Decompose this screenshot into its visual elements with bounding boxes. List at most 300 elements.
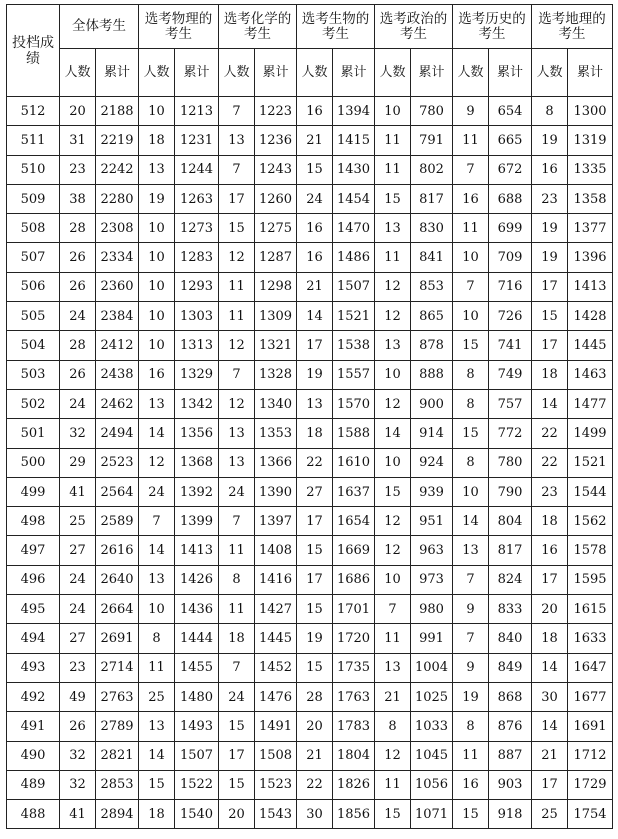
table-header	[7, 5, 613, 97]
count-cell: 18	[532, 507, 568, 536]
table-row	[7, 595, 613, 624]
cumulative-cell: 1588	[333, 419, 375, 448]
table-row	[7, 653, 613, 682]
count-cell: 26	[60, 243, 96, 272]
cumulative-cell: 1763	[333, 682, 375, 711]
cumulative-cell: 1025	[411, 682, 453, 711]
subheader-cumulative: 累计	[411, 49, 453, 97]
count-cell: 12	[375, 389, 411, 418]
table-row	[7, 448, 613, 477]
count-cell: 14	[532, 653, 568, 682]
count-cell: 17	[532, 770, 568, 799]
cumulative-cell: 1856	[333, 800, 375, 829]
count-cell: 13	[375, 331, 411, 360]
cumulative-cell: 1562	[568, 507, 613, 536]
cumulative-cell: 1610	[333, 448, 375, 477]
cumulative-cell: 1328	[255, 360, 297, 389]
group-header-all: 全体考生	[60, 5, 139, 49]
subheader-count: 人数	[60, 49, 96, 97]
count-cell: 14	[532, 712, 568, 741]
count-cell: 20	[297, 712, 333, 741]
cumulative-cell: 1508	[255, 741, 297, 770]
cumulative-cell: 1570	[333, 389, 375, 418]
cumulative-cell: 654	[489, 97, 532, 126]
subheader-cumulative: 累计	[175, 49, 219, 97]
count-cell: 19	[297, 624, 333, 653]
count-cell: 8	[139, 624, 175, 653]
cumulative-cell: 1444	[175, 624, 219, 653]
count-cell: 12	[219, 243, 255, 272]
cumulative-cell: 1544	[568, 477, 613, 506]
cumulative-cell: 1507	[175, 741, 219, 770]
subheader-cumulative: 累计	[333, 49, 375, 97]
cumulative-cell: 2494	[96, 419, 139, 448]
count-cell: 11	[219, 595, 255, 624]
cumulative-cell: 878	[411, 331, 453, 360]
score-cell: 493	[7, 653, 60, 682]
cumulative-cell: 1413	[568, 272, 613, 301]
count-cell: 19	[297, 360, 333, 389]
count-cell: 25	[139, 682, 175, 711]
table-row	[7, 477, 613, 506]
count-cell: 17	[297, 507, 333, 536]
cumulative-cell: 2664	[96, 595, 139, 624]
count-cell: 14	[297, 302, 333, 331]
table-row	[7, 272, 613, 301]
cumulative-cell: 2384	[96, 302, 139, 331]
score-cell: 492	[7, 682, 60, 711]
count-cell: 24	[60, 302, 96, 331]
cumulative-cell: 1470	[333, 214, 375, 243]
cumulative-cell: 1480	[175, 682, 219, 711]
cumulative-cell: 2763	[96, 682, 139, 711]
count-cell: 7	[219, 97, 255, 126]
count-cell: 7	[453, 565, 489, 594]
count-cell: 14	[139, 536, 175, 565]
cumulative-cell: 1287	[255, 243, 297, 272]
count-cell: 41	[60, 477, 96, 506]
table-row	[7, 389, 613, 418]
score-cell: 504	[7, 331, 60, 360]
count-cell: 27	[60, 536, 96, 565]
cumulative-cell: 1390	[255, 477, 297, 506]
cumulative-cell: 1300	[568, 97, 613, 126]
count-cell: 10	[453, 477, 489, 506]
cumulative-cell: 817	[489, 536, 532, 565]
cumulative-cell: 1394	[333, 97, 375, 126]
count-cell: 13	[139, 155, 175, 184]
cumulative-cell: 1507	[333, 272, 375, 301]
count-cell: 21	[375, 682, 411, 711]
cumulative-cell: 1463	[568, 360, 613, 389]
count-cell: 16	[297, 97, 333, 126]
group-header-biology: 选考生物的考生	[297, 5, 375, 49]
cumulative-cell: 1004	[411, 653, 453, 682]
count-cell: 16	[532, 536, 568, 565]
header-row-groups	[7, 5, 613, 49]
cumulative-cell: 1523	[255, 770, 297, 799]
group-header-politics: 选考政治的考生	[375, 5, 453, 49]
count-cell: 19	[532, 243, 568, 272]
cumulative-cell: 951	[411, 507, 453, 536]
count-cell: 17	[532, 272, 568, 301]
cumulative-cell: 2308	[96, 214, 139, 243]
cumulative-cell: 2334	[96, 243, 139, 272]
cumulative-cell: 1273	[175, 214, 219, 243]
cumulative-cell: 2438	[96, 360, 139, 389]
cumulative-cell: 772	[489, 419, 532, 448]
cumulative-cell: 757	[489, 389, 532, 418]
score-cell: 490	[7, 741, 60, 770]
count-cell: 21	[297, 126, 333, 155]
cumulative-cell: 1491	[255, 712, 297, 741]
count-cell: 9	[453, 595, 489, 624]
cumulative-cell: 688	[489, 184, 532, 213]
count-cell: 15	[453, 800, 489, 829]
cumulative-cell: 903	[489, 770, 532, 799]
cumulative-cell: 2564	[96, 477, 139, 506]
count-cell: 13	[219, 448, 255, 477]
count-cell: 7	[219, 360, 255, 389]
count-cell: 15	[532, 302, 568, 331]
count-cell: 11	[375, 155, 411, 184]
count-cell: 24	[60, 389, 96, 418]
count-cell: 30	[532, 682, 568, 711]
cumulative-cell: 1804	[333, 741, 375, 770]
count-cell: 19	[532, 126, 568, 155]
count-cell: 16	[297, 214, 333, 243]
cumulative-cell: 1445	[568, 331, 613, 360]
cumulative-cell: 1538	[333, 331, 375, 360]
cumulative-cell: 2853	[96, 770, 139, 799]
cumulative-cell: 1430	[333, 155, 375, 184]
cumulative-cell: 887	[489, 741, 532, 770]
count-cell: 10	[139, 302, 175, 331]
score-cell: 499	[7, 477, 60, 506]
cumulative-cell: 1358	[568, 184, 613, 213]
score-cell: 498	[7, 507, 60, 536]
score-cell: 511	[7, 126, 60, 155]
cumulative-cell: 791	[411, 126, 453, 155]
table-row	[7, 97, 613, 126]
cumulative-cell: 1686	[333, 565, 375, 594]
cumulative-cell: 1071	[411, 800, 453, 829]
table-row	[7, 565, 613, 594]
count-cell: 14	[139, 419, 175, 448]
count-cell: 23	[60, 653, 96, 682]
count-cell: 30	[297, 800, 333, 829]
cumulative-cell: 1236	[255, 126, 297, 155]
subheader-count: 人数	[532, 49, 568, 97]
count-cell: 11	[219, 302, 255, 331]
count-cell: 12	[219, 389, 255, 418]
cumulative-cell: 1454	[333, 184, 375, 213]
cumulative-cell: 1303	[175, 302, 219, 331]
cumulative-cell: 1633	[568, 624, 613, 653]
count-cell: 17	[297, 565, 333, 594]
count-cell: 12	[375, 302, 411, 331]
count-cell: 15	[139, 770, 175, 799]
cumulative-cell: 1522	[175, 770, 219, 799]
cumulative-cell: 1701	[333, 595, 375, 624]
cumulative-cell: 1319	[568, 126, 613, 155]
score-cell: 494	[7, 624, 60, 653]
cumulative-cell: 2412	[96, 331, 139, 360]
count-cell: 10	[139, 243, 175, 272]
count-cell: 15	[297, 595, 333, 624]
cumulative-cell: 824	[489, 565, 532, 594]
count-cell: 14	[532, 389, 568, 418]
cumulative-cell: 1486	[333, 243, 375, 272]
subheader-count: 人数	[139, 49, 175, 97]
cumulative-cell: 1455	[175, 653, 219, 682]
count-cell: 24	[297, 184, 333, 213]
table-body	[7, 97, 613, 829]
count-cell: 10	[139, 595, 175, 624]
count-cell: 11	[139, 653, 175, 682]
count-cell: 26	[60, 360, 96, 389]
cumulative-cell: 1313	[175, 331, 219, 360]
count-cell: 28	[297, 682, 333, 711]
count-cell: 23	[60, 155, 96, 184]
cumulative-cell: 1654	[333, 507, 375, 536]
score-cell: 500	[7, 448, 60, 477]
count-cell: 15	[219, 712, 255, 741]
count-cell: 8	[219, 565, 255, 594]
cumulative-cell: 1543	[255, 800, 297, 829]
cumulative-cell: 2242	[96, 155, 139, 184]
count-cell: 18	[139, 126, 175, 155]
cumulative-cell: 709	[489, 243, 532, 272]
cumulative-cell: 900	[411, 389, 453, 418]
cumulative-cell: 1521	[568, 448, 613, 477]
group-header-history: 选考历史的考生	[453, 5, 532, 49]
count-cell: 16	[139, 360, 175, 389]
cumulative-cell: 1033	[411, 712, 453, 741]
score-table-container	[6, 4, 612, 829]
score-cell: 507	[7, 243, 60, 272]
subheader-count: 人数	[219, 49, 255, 97]
cumulative-cell: 1356	[175, 419, 219, 448]
count-cell: 18	[532, 360, 568, 389]
cumulative-cell: 1647	[568, 653, 613, 682]
table-row	[7, 419, 613, 448]
cumulative-cell: 924	[411, 448, 453, 477]
cumulative-cell: 1366	[255, 448, 297, 477]
table-row	[7, 243, 613, 272]
count-cell: 9	[453, 97, 489, 126]
count-cell: 10	[139, 97, 175, 126]
cumulative-cell: 868	[489, 682, 532, 711]
table-row	[7, 624, 613, 653]
cumulative-cell: 1368	[175, 448, 219, 477]
count-cell: 11	[375, 770, 411, 799]
cumulative-cell: 963	[411, 536, 453, 565]
count-cell: 8	[375, 712, 411, 741]
cumulative-cell: 1499	[568, 419, 613, 448]
count-cell: 15	[219, 770, 255, 799]
cumulative-cell: 1244	[175, 155, 219, 184]
cumulative-cell: 1729	[568, 770, 613, 799]
cumulative-cell: 1396	[568, 243, 613, 272]
count-cell: 10	[139, 272, 175, 301]
count-cell: 21	[532, 741, 568, 770]
subheader-count: 人数	[375, 49, 411, 97]
cumulative-cell: 1353	[255, 419, 297, 448]
cumulative-cell: 1826	[333, 770, 375, 799]
cumulative-cell: 1445	[255, 624, 297, 653]
table-row	[7, 214, 613, 243]
count-cell: 10	[375, 448, 411, 477]
count-cell: 26	[60, 272, 96, 301]
cumulative-cell: 1436	[175, 595, 219, 624]
cumulative-cell: 2714	[96, 653, 139, 682]
score-cell: 495	[7, 595, 60, 624]
cumulative-cell: 1342	[175, 389, 219, 418]
subheader-cumulative: 累计	[489, 49, 532, 97]
count-cell: 49	[60, 682, 96, 711]
count-cell: 20	[219, 800, 255, 829]
table-row	[7, 331, 613, 360]
cumulative-cell: 980	[411, 595, 453, 624]
count-cell: 16	[453, 184, 489, 213]
count-cell: 9	[453, 653, 489, 682]
cumulative-cell: 2462	[96, 389, 139, 418]
count-cell: 13	[297, 389, 333, 418]
subheader-count: 人数	[297, 49, 333, 97]
cumulative-cell: 1213	[175, 97, 219, 126]
cumulative-cell: 2360	[96, 272, 139, 301]
score-cell: 508	[7, 214, 60, 243]
cumulative-cell: 2640	[96, 565, 139, 594]
cumulative-cell: 973	[411, 565, 453, 594]
count-cell: 7	[219, 507, 255, 536]
count-cell: 10	[453, 302, 489, 331]
count-cell: 13	[453, 536, 489, 565]
cumulative-cell: 1521	[333, 302, 375, 331]
count-cell: 15	[375, 800, 411, 829]
table-row	[7, 126, 613, 155]
count-cell: 20	[532, 595, 568, 624]
count-cell: 17	[219, 184, 255, 213]
count-cell: 10	[375, 97, 411, 126]
count-cell: 24	[219, 477, 255, 506]
count-cell: 26	[60, 712, 96, 741]
count-cell: 7	[139, 507, 175, 536]
cumulative-cell: 1477	[568, 389, 613, 418]
cumulative-cell: 991	[411, 624, 453, 653]
cumulative-cell: 1669	[333, 536, 375, 565]
cumulative-cell: 1428	[568, 302, 613, 331]
count-cell: 41	[60, 800, 96, 829]
cumulative-cell: 1427	[255, 595, 297, 624]
count-cell: 7	[219, 653, 255, 682]
count-cell: 12	[375, 507, 411, 536]
table-row	[7, 800, 613, 829]
cumulative-cell: 939	[411, 477, 453, 506]
cumulative-cell: 1231	[175, 126, 219, 155]
count-cell: 24	[139, 477, 175, 506]
count-cell: 17	[219, 741, 255, 770]
count-cell: 13	[139, 565, 175, 594]
count-cell: 16	[453, 770, 489, 799]
cumulative-cell: 1540	[175, 800, 219, 829]
count-cell: 24	[60, 595, 96, 624]
score-cell: 503	[7, 360, 60, 389]
cumulative-cell: 1735	[333, 653, 375, 682]
count-cell: 24	[219, 682, 255, 711]
cumulative-cell: 780	[411, 97, 453, 126]
table-row	[7, 302, 613, 331]
count-cell: 11	[375, 243, 411, 272]
cumulative-cell: 1260	[255, 184, 297, 213]
count-cell: 15	[453, 331, 489, 360]
count-cell: 8	[453, 448, 489, 477]
cumulative-cell: 1615	[568, 595, 613, 624]
count-cell: 23	[532, 477, 568, 506]
subheader-count: 人数	[453, 49, 489, 97]
table-row	[7, 360, 613, 389]
cumulative-cell: 790	[489, 477, 532, 506]
count-cell: 13	[219, 419, 255, 448]
group-header-geography: 选考地理的考生	[532, 5, 613, 49]
count-cell: 13	[219, 126, 255, 155]
cumulative-cell: 2789	[96, 712, 139, 741]
cumulative-cell: 1783	[333, 712, 375, 741]
cumulative-cell: 1309	[255, 302, 297, 331]
cumulative-cell: 1263	[175, 184, 219, 213]
cumulative-cell: 1712	[568, 741, 613, 770]
cumulative-cell: 876	[489, 712, 532, 741]
count-cell: 23	[532, 184, 568, 213]
cumulative-cell: 749	[489, 360, 532, 389]
cumulative-cell: 665	[489, 126, 532, 155]
cumulative-cell: 1595	[568, 565, 613, 594]
count-cell: 27	[297, 477, 333, 506]
count-cell: 16	[532, 155, 568, 184]
count-cell: 13	[139, 389, 175, 418]
cumulative-cell: 1340	[255, 389, 297, 418]
count-cell: 8	[453, 712, 489, 741]
cumulative-cell: 1397	[255, 507, 297, 536]
count-cell: 18	[297, 419, 333, 448]
cumulative-cell: 1399	[175, 507, 219, 536]
score-column-header: 投档成绩	[7, 5, 60, 97]
cumulative-cell: 699	[489, 214, 532, 243]
table-row	[7, 741, 613, 770]
count-cell: 12	[139, 448, 175, 477]
cumulative-cell: 1275	[255, 214, 297, 243]
count-cell: 32	[60, 770, 96, 799]
count-cell: 27	[60, 624, 96, 653]
cumulative-cell: 672	[489, 155, 532, 184]
count-cell: 15	[375, 477, 411, 506]
count-cell: 17	[532, 565, 568, 594]
cumulative-cell: 888	[411, 360, 453, 389]
cumulative-cell: 1426	[175, 565, 219, 594]
cumulative-cell: 726	[489, 302, 532, 331]
count-cell: 12	[375, 741, 411, 770]
count-cell: 10	[139, 331, 175, 360]
cumulative-cell: 1691	[568, 712, 613, 741]
cumulative-cell: 1283	[175, 243, 219, 272]
count-cell: 28	[60, 214, 96, 243]
score-cell: 501	[7, 419, 60, 448]
cumulative-cell: 1677	[568, 682, 613, 711]
score-cell: 497	[7, 536, 60, 565]
cumulative-cell: 1335	[568, 155, 613, 184]
count-cell: 11	[453, 741, 489, 770]
